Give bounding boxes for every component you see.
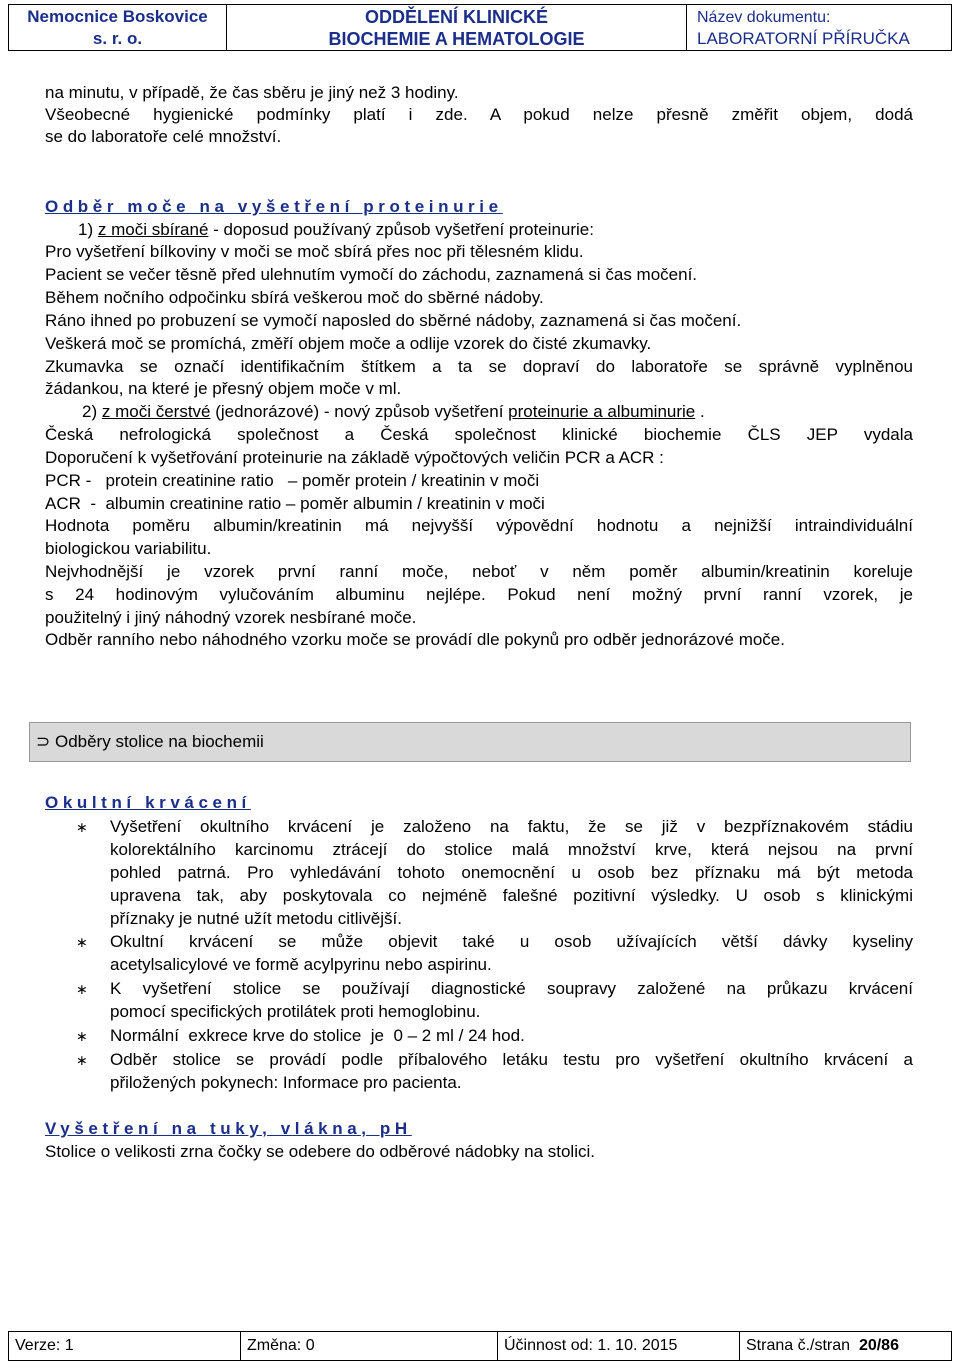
proteinuria-p8b: biologickou variabilitu. bbox=[45, 539, 212, 558]
fats-title: Vyšetření na tuky, vlákna, pH bbox=[45, 1119, 412, 1138]
dept-line1: ODDĚLENÍ KLINICKÉ bbox=[364, 6, 548, 27]
section-symbol-icon: ⊃ bbox=[36, 732, 51, 751]
proteinuria-item-2 bbox=[82, 401, 705, 423]
item1-number: 1) bbox=[78, 220, 94, 239]
fats-text: Stolice o velikosti zrna čočky se odebere do odběrové nádobky na stolici. bbox=[45, 1142, 595, 1161]
proteinuria-p7a: Česká nefrologická společnost a Česká společnost klinické biochemie ČLS JEP vydala bbox=[45, 425, 913, 444]
proteinuria-p10: Odběr ranního nebo náhodného vzorku moče se provádí dle pokynů pro odběr jednorázové moče. bbox=[45, 630, 785, 649]
intro-line-3: se do laboratoře celé množství. bbox=[45, 127, 282, 146]
stool-section-label: Odběry stolice na biochemii bbox=[50, 732, 264, 751]
occult-title: Okultní krvácení bbox=[45, 793, 251, 812]
footer-page-label: Strana č./stran bbox=[746, 1337, 859, 1354]
footer-page bbox=[740, 1332, 951, 1360]
item2-link-fresh: z moči čerstvé bbox=[101, 402, 211, 421]
stool-section-box bbox=[29, 722, 911, 762]
header-organization bbox=[9, 5, 227, 50]
item2-number: 2) bbox=[82, 402, 98, 421]
acr-definition: ACR - albumin creatinine ratio – poměr albumin / kreatinin v moči bbox=[45, 494, 545, 513]
occult-b2-l1: Okultní krvácení se může objevit také u osob užívajících větší dávky kyseliny bbox=[110, 932, 913, 951]
pcr-definition: PCR - protein creatinine ratio – poměr protein / kreatinin v moči bbox=[45, 471, 540, 490]
occult-b1-l3: pohled patrná. Pro vyhledávání tohoto onemocnění u osob bez příznaku má být metoda bbox=[110, 863, 913, 882]
proteinuria-p6b: žádankou, na které je přesný objem moče v ml. bbox=[45, 379, 402, 398]
proteinuria-p2: Pacient se večer těsně před ulehnutím vymočí do záchodu, zaznamená si čas močení. bbox=[45, 265, 698, 284]
header-department bbox=[227, 5, 687, 50]
dept-line2: BIOCHEMIE A HEMATOLOGIE bbox=[328, 28, 585, 49]
doc-name: LABORATORNÍ PŘÍRUČKA bbox=[697, 28, 910, 48]
proteinuria-item-1 bbox=[78, 219, 594, 241]
page-footer bbox=[8, 1331, 952, 1361]
proteinuria-p9c: použitelný i jiný náhodný vzorek nesbírané moče. bbox=[45, 608, 417, 627]
item1-text: - doposud používaný způsob vyšetření proteinurie: bbox=[208, 220, 594, 239]
occult-b1-l5: příznaky je nutné užít metodu citlivější. bbox=[110, 909, 402, 928]
proteinuria-p4: Ráno ihned po probuzení se vymočí naposled do sběrné nádoby, zaznamená si čas močení. bbox=[45, 311, 742, 330]
occult-b4-l1: Normální exkrece krve do stolice je 0 – 2 ml / 24 hod. bbox=[110, 1026, 525, 1045]
header-document bbox=[687, 5, 951, 50]
occult-b3-l2: pomocí specifických protilátek proti hemoglobinu. bbox=[110, 1002, 481, 1021]
bullet-icon: ∗ bbox=[76, 934, 88, 950]
occult-b1-l1: Vyšetření okultního krvácení je založeno na faktu, že se již v bezpříznakovém stádiu bbox=[110, 817, 913, 836]
occult-b1-l4: upravena tak, aby poskytovala co nejméně falešné pozitivní výsledky. U osob s klinickými bbox=[110, 886, 913, 905]
proteinuria-p9a: Nejvhodnější je vzorek první ranní moče, neboť v něm poměr albumin/kreatinin koreluje bbox=[45, 562, 913, 581]
footer-change: Změna: 0 bbox=[241, 1332, 498, 1360]
footer-version: Verze: 1 bbox=[9, 1332, 241, 1360]
intro-line-1: na minutu, v případě, že čas sběru je jiný než 3 hodiny. bbox=[45, 83, 459, 102]
occult-b5-l1: Odběr stolice se provádí podle příbalového letáku testu pro vyšetření okultního krvácení a bbox=[110, 1050, 913, 1069]
item2-end: . bbox=[695, 402, 705, 421]
occult-b2-l2: acetylsalicylové ve formě acylpyrinu nebo aspirinu. bbox=[110, 955, 492, 974]
doc-label: Název dokumentu: bbox=[697, 8, 831, 26]
occult-b1-l2: kolorektálního karcinomu ztrácejí do stolice malá množství krve, která nejsou na první bbox=[110, 840, 913, 859]
bullet-icon: ∗ bbox=[76, 981, 88, 997]
page-header bbox=[8, 4, 952, 51]
footer-page-value: 20/86 bbox=[858, 1337, 899, 1354]
proteinuria-p8a: Hodnota poměru albumin/kreatinin má nejvyšší výpovědní hodnotu a nejnižší intraindividuální bbox=[45, 516, 913, 535]
proteinuria-p9b: s 24 hodinovým vylučováním albuminu nejlépe. Pokud není možný první ranní vzorek, je bbox=[45, 585, 913, 604]
proteinuria-title: Odběr moče na vyšetření proteinurie bbox=[45, 197, 503, 216]
item2-link-albuminuria: proteinurie a albuminurie bbox=[508, 402, 696, 421]
item1-link: z moči sbírané bbox=[97, 220, 209, 239]
bullet-icon: ∗ bbox=[76, 1052, 88, 1068]
item2-text: (jednorázové) - nový způsob vyšetření bbox=[210, 402, 509, 421]
proteinuria-p7b: Doporučení k vyšetřování proteinurie na základě výpočtových veličin PCR a ACR : bbox=[45, 448, 664, 467]
org-suffix: s. r. o. bbox=[92, 28, 143, 48]
bullet-icon: ∗ bbox=[76, 819, 88, 835]
intro-line-2: Všeobecné hygienické podmínky platí i zde. A pokud nelze přesně změřit objem, dodá bbox=[45, 105, 913, 124]
org-name: Nemocnice Boskovice bbox=[27, 6, 208, 26]
occult-b3-l1: K vyšetření stolice se používají diagnostické soupravy založené na průkazu krvácení bbox=[110, 979, 913, 998]
occult-b5-l2: přiložených pokynech: Informace pro pacienta. bbox=[110, 1073, 462, 1092]
proteinuria-p1: Pro vyšetření bílkoviny v moči se moč sbírá přes noc při tělesném klidu. bbox=[45, 242, 584, 261]
proteinuria-p5: Veškerá moč se promíchá, změří objem moče a odlije vzorek do čisté zkumavky. bbox=[45, 334, 652, 353]
proteinuria-p6a: Zkumavka se označí identifikačním štítkem a ta se dopraví do laboratoře se správně vyplněnou bbox=[45, 357, 913, 376]
bullet-icon: ∗ bbox=[76, 1028, 88, 1044]
footer-effective: Účinnost od: 1. 10. 2015 bbox=[498, 1332, 740, 1360]
proteinuria-p3: Během nočního odpočinku sbírá veškerou moč do sběrné nádoby. bbox=[45, 288, 544, 307]
